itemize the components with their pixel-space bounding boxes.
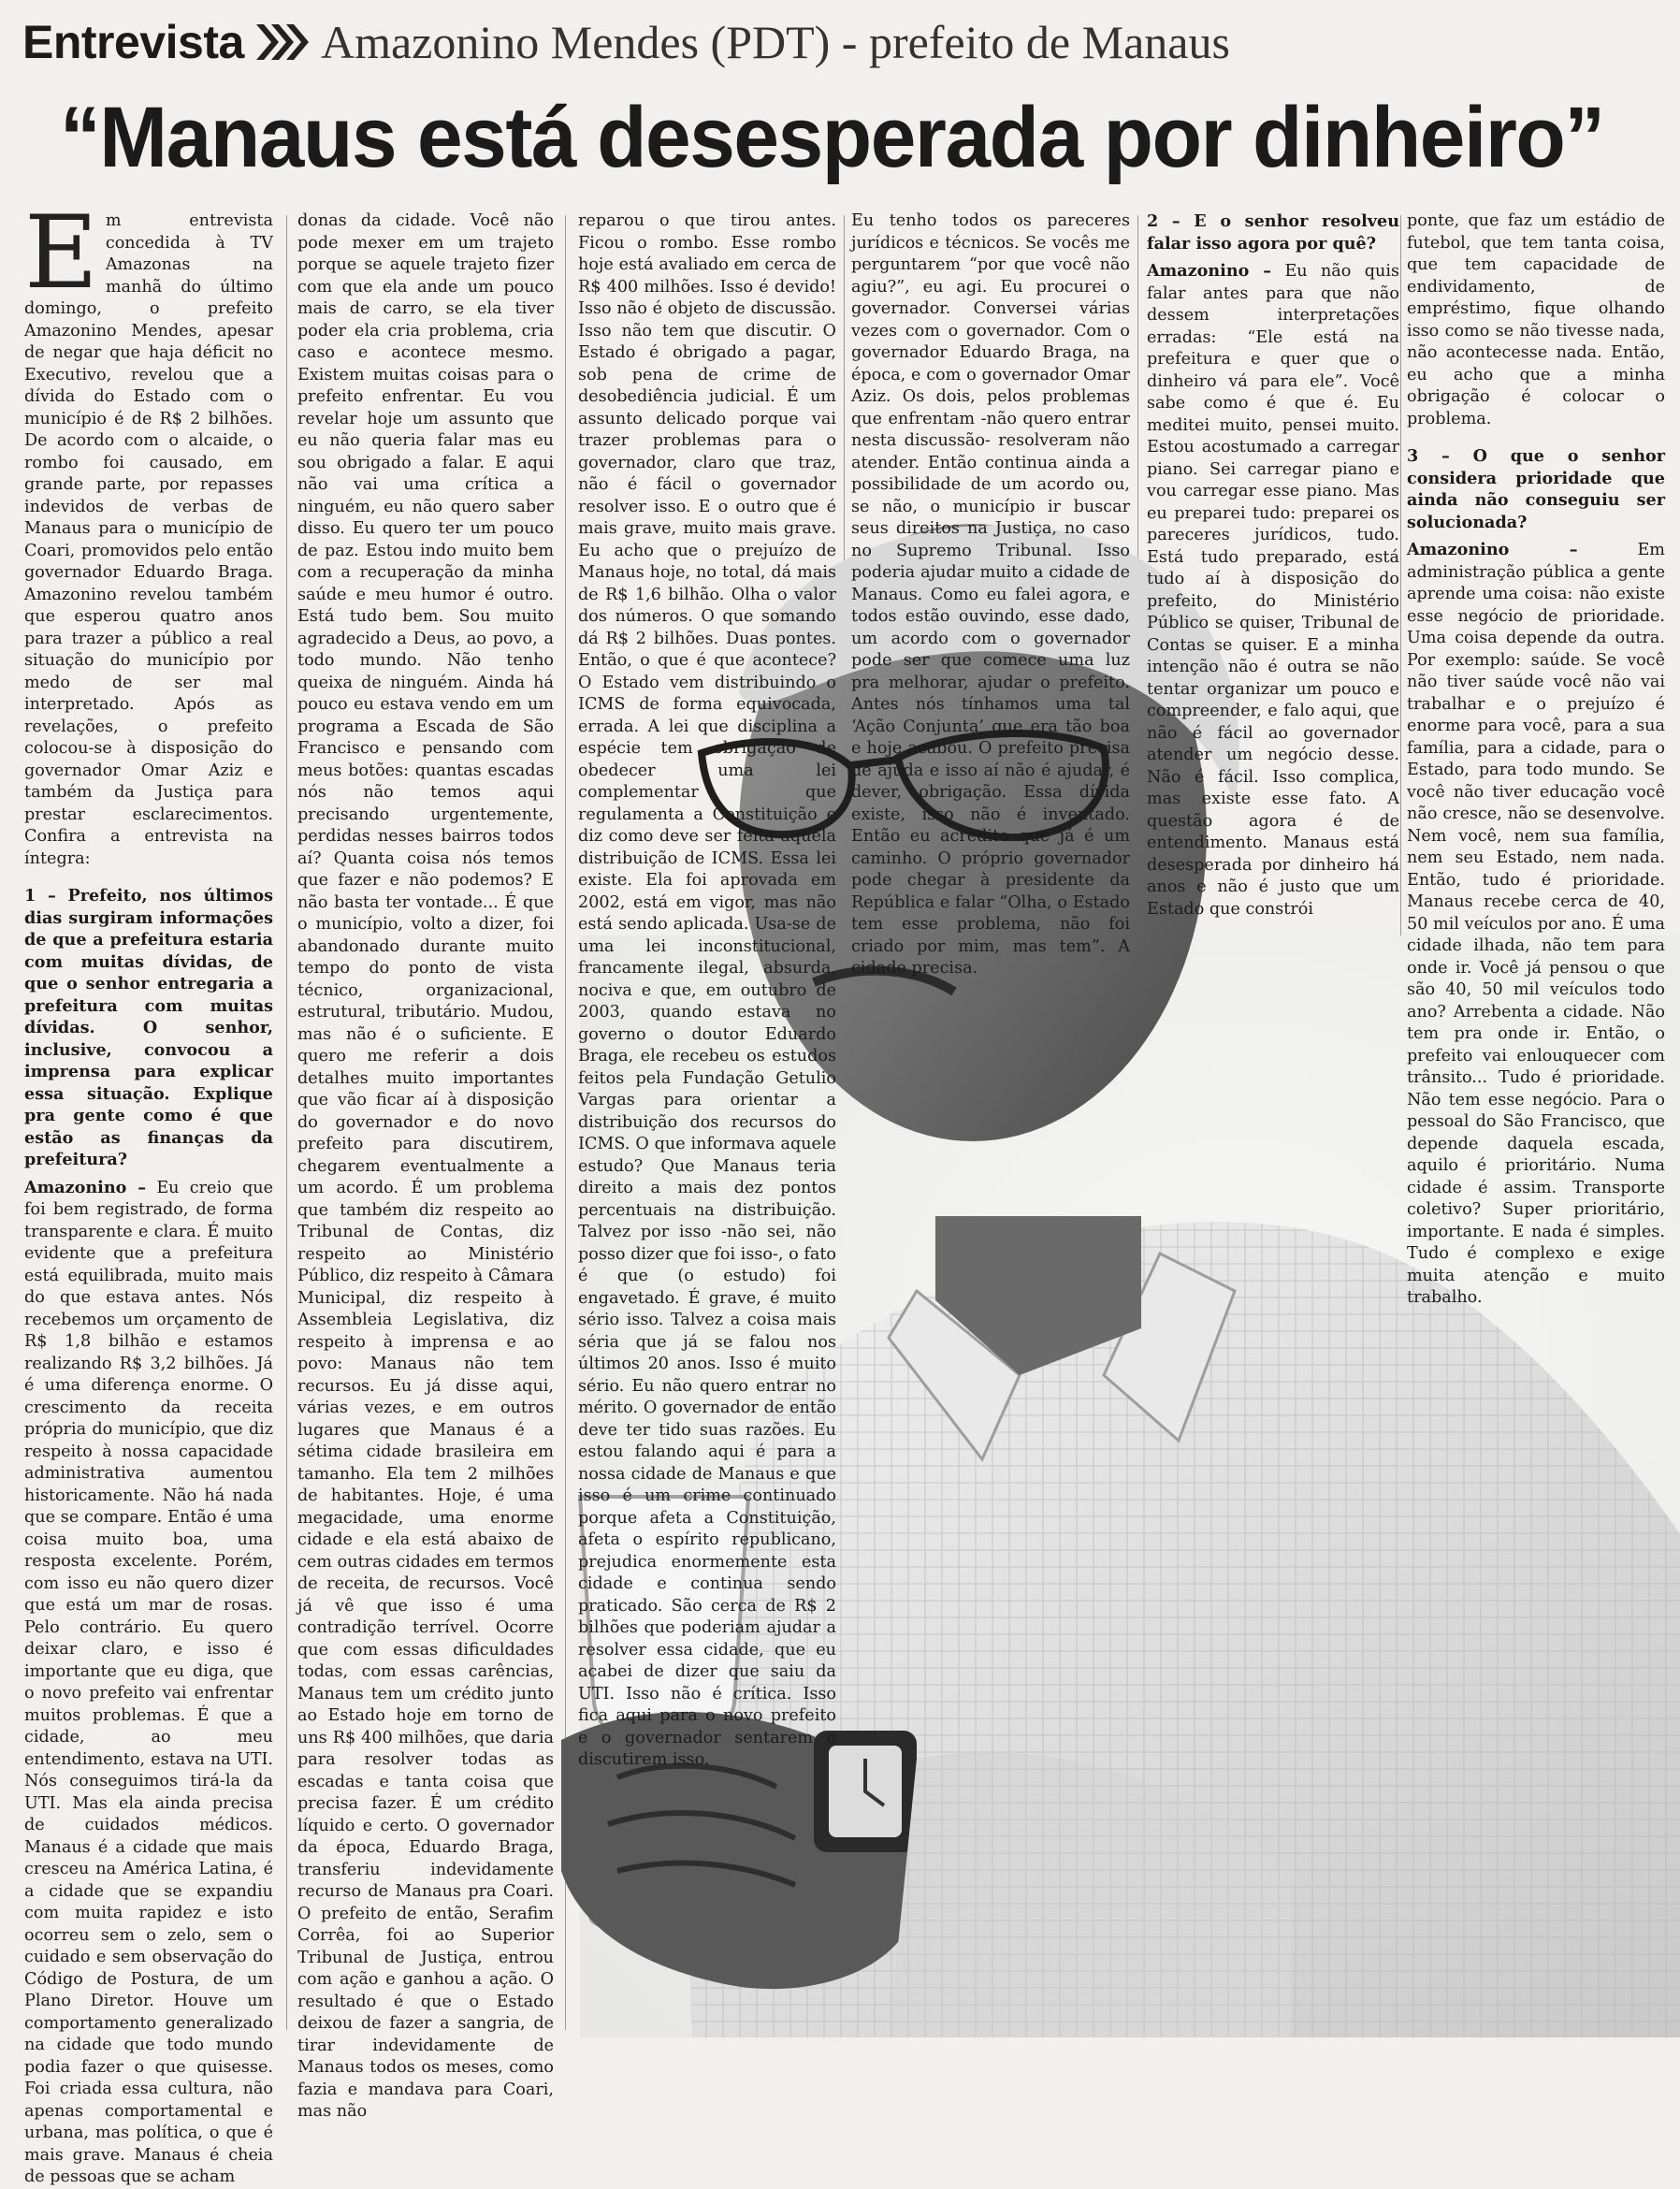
answer-paragraph [1407, 539, 1665, 1310]
body-paragraph: ponte, que faz um estádio de futebol, que tem tanta coisa, que tem capacidade de endividamento, de empréstimo, fique olhando isso como se não tivesse nada, não acontecesse nada. Então, eu acho que a minha obrigação é colocar o problema. [1407, 211, 1665, 428]
interview-subject: Amazonino Mendes (PDT) - prefeito de Manaus [320, 16, 1230, 68]
question-2: 2 – E o senhor resolveu falar isso agora por quê? [1147, 211, 1399, 254]
article-column-2 [297, 210, 554, 2121]
article-column-5 [1147, 210, 1399, 1314]
body-paragraph: reparou o que tirou antes. Ficou o rombo. Esse rombo hoje está avaliado em cerca de R$ 400 milhões. Isso é devido! Isso não é objeto de discussão. Isso não tem que discutir. O Estado é obrigado a pagar, sob pena de crime de desobediência judicial. É um assunto delicado porque vai trazer problemas para o governador, claro que traz, não é fácil o governador resolver isso. E o outro que é mais grave, muito mais grave. Eu acho que o prejuízo de Manaus hoje, no total, dá mais de R$ 1,6 bilhão. Olha o valor dos números. O que somando dá R$ 2 bilhões. Duas pontes. Então, o que é que acontece? O Estado vem distribuindo o ICMS de forma equivocada, errada. A lei que disciplina a espécie tem obrigação de obedecer uma lei complementar que regulamenta a Constituição e diz como deve ser feita aquela distribuição de ICMS. Essa lei existe. Ela foi aprovada em 2002, está em vigor, mas não está sendo aplicada. Usa-se de uma lei inconstitucional, francamente ilegal, absurda, nociva e que, em outubro de 2003, quando estava no governo o doutor Eduardo Braga, ele recebeu os estudos feitos pela Fundação Getulio Vargas para orientar a distribuição dos recursos do ICMS. O que informava aquele estudo? Que Manaus teria direito a mais dez pontos percentuais na distribuição. Talvez por isso -não sei, não posso dizer que foi isso-, o fato é que (o estudo) foi engavetado. É grave, é muito sério isso. Talvez a coisa mais séria que já se falou nos últimos 20 anos. Isso é muito sério. Eu não quero entrar no mérito. O governador de então deve ter tido suas razões. Eu estou falando aqui é para a nossa cidade de Manaus e que isso é um crime continuado porque afeta a Constituição, afeta o espírito republicano, prejudica enormemente esta cidade e continua sendo praticado. São cerca de R$ 2 bilhões que poderiam ajudar a resolver essa cidade, que eu acabei de dizer que saiu da UTI. Isso não é crítica. Isso fica aqui para o novo prefeito e o governador sentarem e discutirem isso. [578, 211, 836, 1769]
body-paragraph: Eu tenho todos os pareceres jurídicos e técnicos. Se vocês me perguntarem “por que você não agiu?”, eu agi. Eu procurei o governador. Conversei várias vezes com o governador. Com o governador Eduardo Braga, na época, e com o governador Omar Aziz. Os dois, pelos problemas que enfrentam -não quero entrar nesta discussão- resolveram não atender. Então continua ainda a possibilidade de um acordo ou, se não, o município ir buscar seus direitos na Justiça, no caso no Supremo Tribunal. Isso poderia ajudar muito a cidade de Manaus. Como eu falei agora, e todos estão ouvindo, esse dado, um acordo com o governador pode ser que comece uma luz pra melhorar, ajudar o prefeito. Antes nós tínhamos uma tal ‘Ação Conjunta’ que era tão boa e hoje acabou. O prefeito precisa de ajuda e isso aí não é ajudar, é dever, obrigação. Essa dívida existe, isso não é inventado. Então eu acredito que já é um caminho. O próprio governador pode chegar à presidente da República e falar “Olha, o Estado tem esse problema, não foi criado por mim, mas tem”. A cidade precisa. [851, 211, 1130, 978]
article-column-1 [24, 195, 273, 2186]
answer-paragraph [1147, 260, 1399, 921]
headline: “Manaus está desesperada por dinheiro” [60, 90, 1604, 185]
answer-text: Eu não quis falar antes para que não dessem interpretações erradas: “Ele está na prefeitura e quer que o dinheiro vá para ele”. Você sabe como é que é. Eu meditei muito, pensei muito. Estou acostumado a carregar piano. Sei carregar piano e vou carregar esse piano. Mas eu preparei tudo: preparei os pareceres jurídicos, tudo. Está tudo preparado, está tudo aí à disposição do prefeito, do Ministério Público se quiser, Tribunal de Contas se quiser. E a minha intenção não é outra se não tentar organizar um pouco e compreender, e falo aqui, que não é fácil ao governador atender um negócio desse. Não é fácil. Isso complica, mas existe esse fato. A questão agora é de entendimento. Manaus está desesperada por dinheiro há anos e não é justo que um Estado que constrói [1147, 262, 1399, 919]
chevrons-icon [254, 22, 311, 62]
answer-text: Em administração pública a gente aprende uma coisa: não existe esse negócio de prioridade. Uma coisa depende da outra. Por exemplo: saúde. Se você não tiver saúde você não vai trabalhar e o prejuízo é enorme para você, para a sua família, para a cidade, para o Estado, para todo mundo. Se você não tiver educação você não cresce, não se desenvolve. Nem você, nem sua família, nem seu Estado, nem nada. Então, tudo é prioridade. Manaus recebe cerca de 40, 50 mil veículos por ano. É uma cidade ilhada, não tem para onde ir. Você já pensou o que são 40, 50 mil veículos todo ano? Arrebenta a cidade. Não tem pra onde ir. Então, o prefeito vai enlouquecer com trânsito... Tudo é prioridade. Não tem esse negócio. Para o pessoal do São Francisco, que depende daquela escada, aquilo é prioritário. Numa cidade é assim. Transporte coletivo? Super prioritário, importante. E nada é simples. Tudo é complexo e exige muita atenção e muito trabalho. [1407, 541, 1665, 1307]
question-1: 1 – Prefeito, nos últimos dias surgiram informações de que a prefeitura estaria com muitas dívidas, de que o senhor entregaria a prefeitura com muitas dívidas. O senhor, inclusive, convocou a imprensa para explicar essa situação. Explique pra gente como é que estão as finanças da prefeitura? [24, 886, 273, 1169]
answer-text: Eu creio que foi bem registrado, de forma transparente e clara. É muito evidente que a prefeitura está equilibrada, muito mais do que estava antes. Nós recebemos um orçamento de R$ 1,8 bilhão e estamos realizando R$ 3,2 bilhões. Já é uma diferença enorme. O crescimento da receita própria do município, que diz respeito à nossa capacidade administrativa aumentou historicamente. Não há nada que se compare. Então é uma coisa muito boa, uma resposta excelente. Porém, com isso eu não quero dizer que está um mar de rosas. Pelo contrário. Eu quero deixar claro, e isso é importante que eu diga, que o novo prefeito vai enfrentar muitos problemas. É que a cidade, ao meu entendimento, estava na UTI. Nós conseguimos tirá-la da UTI. Mas ela ainda precisa de cuidados médicos. Manaus é a cidade que mais cresceu na América Latina, é a cidade que se expandiu com muita rapidez e isto ocorreu sem o zelo, sem o cuidado e sem observação do Código de Postura, de um Plano Diretor. Houve um comportamento generalizado na cidade que todo mundo podia fazer o que quisesse. Foi criada essa cultura, não apenas comportamental e urbana, mas política, o que é mais grave. Manaus é cheia de pessoas que se acham [24, 1178, 273, 2186]
intro-text: m entrevista concedida à TV Amazonas na manhã do último domingo, o prefeito Amazonino Mendes, apesar de negar que haja déficit no Executivo, revelou que a dívida do Estado com o município é de R$ 2 bilhões. De acordo com o alcaide, o rombo foi causado, em grande parte, por repasses indevidos de verbas de Manaus para o município de Coari, promovidos pelo então governador Eduardo Braga. Amazonino revelou também que esperou quatro anos para trazer a público a real situação do município por medo de ser mal interpretado. Após as revelações, o prefeito colocou-se à disposição do governador Omar Aziz e também da Justiça para prestar esclarecimentos. Confira a entrevista na íntegra: [24, 211, 273, 868]
answer-paragraph [24, 1177, 273, 2189]
body-paragraph: donas da cidade. Você não pode mexer em um trajeto porque se aquele trajeto fizer com que ela ande um pouco mais de carro, se ela tiver poder ela cria problema, cria caso e acontece mesmo. Existem muitas coisas para o prefeito enfrentar. Eu vou revelar hoje um assunto que eu não queria falar mas eu sou obrigado a falar. E aqui não vai uma crítica a ninguém, eu não quero saber disso. Eu quero ter um pouco de paz. Estou indo muito bem com a recuperação da minha saúde e meu humor é outro. Está tudo bem. Sou muito agradecido a Deus, ao povo, a todo mundo. Não tenho queixa de ninguém. Ainda há pouco eu estava vendo em um programa a Escada de São Francisco e pensando com meus botões: quantas escadas nós não temos aqui precisando urgentemente, perdidas nesses bairros todos aí? Quanta coisa nós temos que fazer e não podemos? E não basta ter vontade... É que o município, volto a dizer, foi abandonado durante muito tempo do ponto de vista técnico, organizacional, estrutural, tributário. Mudou, mas não é o suficiente. E quero me referir a dois detalhes muito importantes que vão ficar aí à disposição do governador e do novo prefeito para discutirem, chegarem eventualmente a um acordo. É um problema que também diz respeito ao Tribunal de Contas, diz respeito ao Ministério Público, diz respeito à Câmara Municipal, diz respeito à Assembleia Legislativa, diz respeito à imprensa e ao povo: Manaus não tem recursos. Eu já disse aqui, várias vezes, e em outros lugares que Manaus é a sétima cidade brasileira em tamanho. Ela tem 2 milhões de habitantes. Hoje, é uma megacidade, uma enorme cidade e ela está abaixo de cem outras cidades em termos de receita, de recursos. Você já vê que isso é uma contradição terrível. Ocorre que com essas dificuldades todas, com essas carências, Manaus tem um crédito junto ao Estado hoje em torno de uns R$ 400 milhões, que daria para resolver todas as escadas e tanta coisa que precisa fazer. É um crédito líquido e certo. O governador da época, Eduardo Braga, transferiu indevidamente recurso de Manaus pra Coari. O prefeito de então, Serafim Corrêa, foi ao Superior Tribunal de Justiça, entrou com ação e ganhou a ação. O resultado é que o Estado deixou de fazer a sangria, de tirar indevidamente de Manaus todos os meses, como fazia e mandava para Coari, mas não [297, 211, 554, 2121]
section-label: Entrevista [22, 16, 244, 68]
intro-paragraph [24, 195, 273, 870]
section-kicker [22, 15, 1230, 75]
speaker-label: Amazonino – [24, 1177, 147, 1197]
speaker-label: Amazonino – [1147, 261, 1272, 281]
article-column-3 [578, 210, 836, 2025]
dropcap: E [24, 195, 98, 312]
question-3: 3 – O que o senhor considera prioridade que ainda não conseguiu ser solucionada? [1407, 446, 1665, 532]
column-rule [286, 215, 287, 2030]
speaker-label: Amazonino – [1407, 540, 1578, 559]
article-column-6 [1407, 210, 1665, 1324]
article-column-4 [851, 210, 1130, 1193]
